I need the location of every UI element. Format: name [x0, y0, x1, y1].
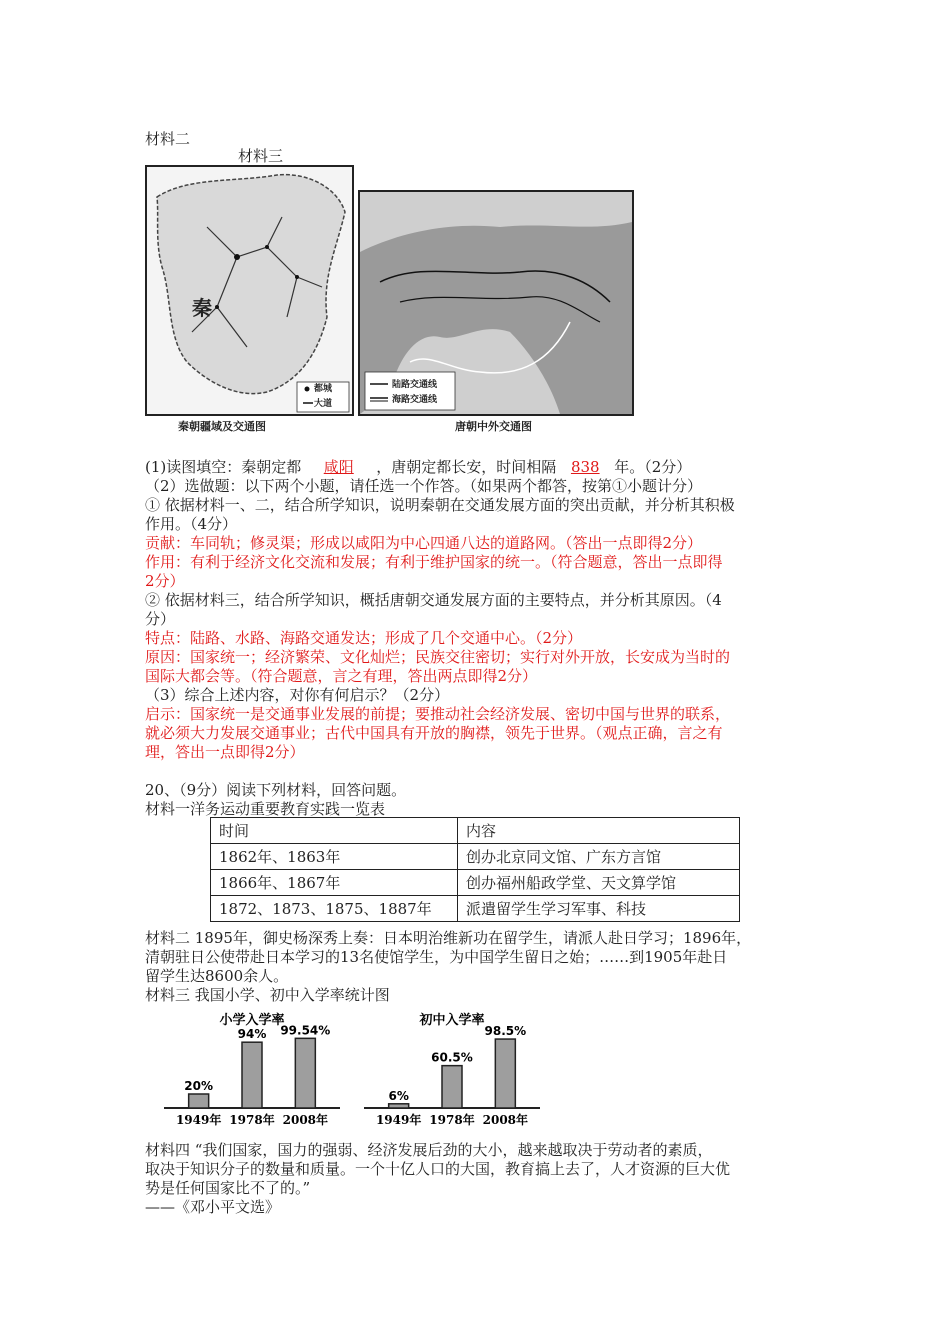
- material3-chart-title: 材料三 我国小学、初中入学率统计图: [145, 986, 390, 1004]
- question-20-heading: 20、（9分）阅读下列材料，回答问题。: [145, 781, 407, 799]
- legend-capital: 都城: [314, 384, 333, 394]
- table-header-row: [211, 818, 740, 844]
- answer-reasons-line2: 国际大都会等。（符合题意，言之有理，答出两点即得2分）: [145, 667, 538, 685]
- table-cell: 派遣留学生学习军事、科技: [458, 896, 740, 922]
- qin-map-caption: 秦朝疆域及交通图: [178, 420, 266, 433]
- x-tick-label: 2008年: [482, 1113, 529, 1127]
- answer-capital-qin: 咸阳: [323, 458, 354, 476]
- question-2a-line1: ① 依据材料一、二，结合所学知识，说明秦朝在交通发展方面的突出贡献，并分析其积极: [145, 496, 735, 514]
- x-tick-label: 1949年: [175, 1113, 222, 1127]
- legend-land-route: 陆路交通线: [392, 380, 438, 390]
- bar-value-label: 6%: [388, 1088, 409, 1103]
- tang-map: [358, 190, 634, 416]
- x-tick-label: 1949年: [375, 1113, 422, 1127]
- question-3: （3）综合上述内容，对你有何启示？（2分）: [145, 686, 450, 704]
- bar-1: [242, 1042, 262, 1108]
- material2-line1: 材料二 1895年，御史杨深秀上奏：日本明治维新功在留学生，请派人赴日学习；1896年，: [145, 929, 752, 947]
- answer-effect-line2: 2分）: [145, 572, 185, 590]
- table-cell: 1872、1873、1875、1887年: [211, 896, 458, 922]
- question-2b-line1: ② 依据材料三，结合所学知识，概括唐朝交通发展方面的主要特点，并分析其原因。（4: [145, 591, 722, 609]
- primary-enrollment-chart: [162, 1010, 342, 1130]
- answer-years-gap: 838: [570, 458, 600, 476]
- bar-0: [389, 1104, 409, 1108]
- table-row: [211, 896, 740, 922]
- table-cell: 1866年、1867年: [211, 870, 458, 896]
- education-practice-table: [210, 817, 740, 922]
- legend-sea-route: 海路交通线: [392, 395, 438, 405]
- material2-label: 材料二: [145, 130, 191, 148]
- material4-line2: 取决于知识分子的数量和质量。一个十亿人口的大国，教育搞上去了，人才资源的巨大优: [145, 1160, 731, 1178]
- material2-line2: 清朝驻日公使带赴日本学习的13名使馆学生，为中国学生留日之始；……到1905年赴日: [145, 948, 728, 966]
- answer-reasons-line1: 原因：国家统一；经济繁荣、文化灿烂；民族交往密切；实行对外开放，长安成为当时的: [145, 648, 731, 666]
- table-header-time: 时间: [211, 818, 458, 844]
- material2-line3: 留学生达8600余人。: [145, 967, 289, 985]
- qin-label: 秦: [192, 296, 212, 320]
- bar-value-label: 99.54%: [280, 1023, 331, 1038]
- tang-map-caption: 唐朝中外交通图: [455, 420, 532, 433]
- table-header-content: 内容: [458, 818, 740, 844]
- table-cell: 1862年、1863年: [211, 844, 458, 870]
- answer-features: 特点：陆路、水路、海路交通发达；形成了几个交通中心。（2分）: [145, 629, 583, 647]
- material4-line1: 材料四 “我们国家，国力的强弱、经济发展后劲的大小，越来越取决于劳动者的素质，: [145, 1141, 713, 1159]
- material3-label: 材料三: [238, 147, 284, 165]
- qin-map: [145, 165, 354, 416]
- bar-1: [442, 1066, 462, 1108]
- bar-2: [295, 1038, 315, 1108]
- qin-map-image: [147, 167, 352, 414]
- answer-insight-line3: 理，答出一点即得2分）: [145, 743, 305, 761]
- material4-line3: 势是任何国家比不了的。”: [145, 1179, 311, 1197]
- x-tick-label: 2008年: [282, 1113, 329, 1127]
- bar-value-label: 20%: [184, 1079, 214, 1093]
- material4-source: ——《邓小平文选》: [145, 1198, 281, 1216]
- answer-contribution: 贡献：车同轨；修灵渠；形成以咸阳为中心四通八达的道路网。（答出一点即得2分）: [145, 534, 703, 552]
- question-2a-line2: 作用。（4分）: [145, 515, 238, 533]
- answer-insight-line2: 就必须大力发展交通事业；古代中国具有开放的胸襟，领先于世界。（观点正确，言之有: [145, 724, 723, 742]
- bar-2: [495, 1039, 515, 1108]
- bar-value-label: 60.5%: [431, 1050, 473, 1065]
- x-tick-label: 1978年: [429, 1113, 475, 1127]
- x-tick-label: 1978年: [229, 1113, 275, 1127]
- bar-value-label: 94%: [237, 1027, 267, 1042]
- bar-value-label: 98.5%: [484, 1024, 527, 1039]
- question-2b-line2: 分）: [145, 610, 176, 628]
- table-row: [211, 844, 740, 870]
- table-row: [211, 870, 740, 896]
- legend-road: 大道: [314, 399, 333, 409]
- middle-enrollment-chart: [362, 1010, 542, 1130]
- chart-title: 小学入学率: [219, 1013, 285, 1028]
- question-1: (1)读图填空：秦朝定都 咸阳 ，唐朝定都长安，时间相隔 838 年。（2分）: [145, 458, 692, 476]
- chart-title: 初中入学率: [419, 1013, 485, 1028]
- material1-title: 材料一洋务运动重要教育实践一览表: [145, 800, 386, 818]
- table-cell: 创办福州船政学堂、天文算学馆: [458, 870, 740, 896]
- table-cell: 创办北京同文馆、广东方言馆: [458, 844, 740, 870]
- primary-enrollment-svg: [162, 1010, 342, 1130]
- answer-effect-line1: 作用：有利于经济文化交流和发展；有利于维护国家的统一。（符合题意，答出一点即得: [145, 553, 723, 571]
- question-2-intro: （2）选做题：以下两个小题，请任选一个作答。（如果两个都答，按第①小题计分）: [145, 477, 703, 495]
- bar-0: [189, 1094, 209, 1108]
- middle-enrollment-svg: [362, 1010, 542, 1130]
- answer-insight-line1: 启示：国家统一是交通事业发展的前提；要推动社会经济发展、密切中国与世界的联系，: [145, 705, 731, 723]
